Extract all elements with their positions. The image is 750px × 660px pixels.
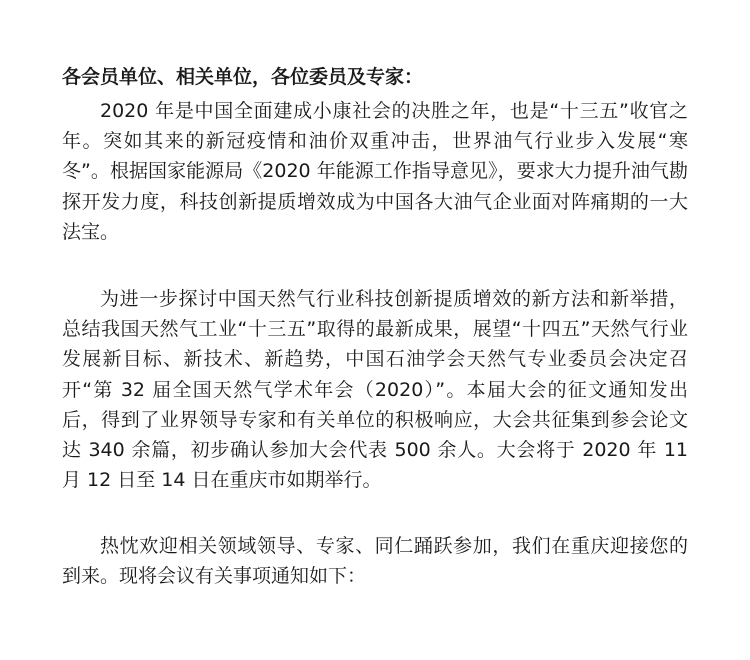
paragraph-invitation: 热忱欢迎相关领域领导、专家、同仁踊跃参加，我们在重庆迎接您的到来。现将会议有关事项通知如下： bbox=[62, 535, 688, 588]
paragraph-intro: 2020 年是中国全面建成小康社会的决胜之年，也是“十三五”收官之年。突如其来的新冠疫情和油价双重冲击，世界油气行业步入发展“寒冬”。根据国家能源局《2020 年能源工作指导意见》，要求大力提升油气勘探开发力度，科技创新提质增效成为中国各大油气企业面对阵痛期的一大法宝。 bbox=[62, 100, 688, 243]
paragraph-conference-announcement: 为进一步探讨中国天然气行业科技创新提质增效的新方法和新举措，总结我国天然气工业“十三五”取得的最新成果，展望“十四五”天然气行业发展新目标、新技术、新趋势，中国石油学会天然气专业委员会决定召开“第 32 届全国天然气学术年会（2020）”。本届大会的征文通知发出后，得到了业界领导专家和有关单位的积极响应，大会共征集到参会论文达 340 余篇，初步确认参加大会代表 500 余人。大会将于 2020 年 11 月 12 日至 14 日在重庆市如期举行。 bbox=[62, 288, 688, 492]
salutation-heading: 各会员单位、相关单位，各位委员及专家： bbox=[62, 66, 424, 88]
